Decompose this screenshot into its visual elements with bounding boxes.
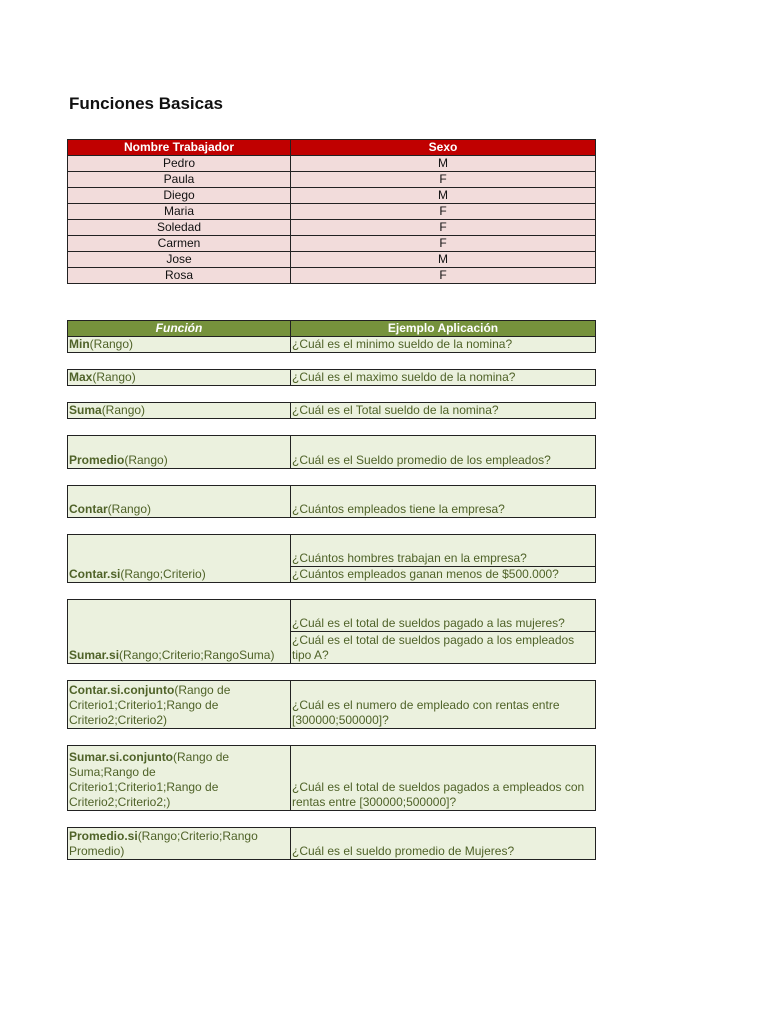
table-row	[68, 220, 596, 236]
function-args: (Rango)	[124, 453, 168, 467]
function-cell[interactable]	[68, 403, 291, 419]
example-cell[interactable]: ¿Cuál es el maximo sueldo de la nomina?	[291, 370, 596, 386]
worker-sex[interactable]: F	[291, 268, 596, 284]
spacer	[68, 419, 596, 436]
functions-header-row	[68, 321, 596, 337]
table-row	[68, 252, 596, 268]
worker-name[interactable]: Jose	[68, 252, 291, 268]
header-name[interactable]: Nombre Trabajador	[68, 140, 291, 156]
worker-name[interactable]: Carmen	[68, 236, 291, 252]
function-args: (Rango;Criterio)	[120, 567, 206, 581]
example-cell[interactable]: ¿Cuál es el sueldo promedio de Mujeres?	[291, 828, 596, 860]
function-cell[interactable]	[68, 681, 291, 729]
functions-table	[67, 320, 596, 860]
function-row-contar-si	[68, 535, 596, 567]
function-name: Sumar.si.conjunto	[69, 750, 174, 764]
function-row-contar	[68, 486, 596, 518]
function-cell[interactable]	[68, 370, 291, 386]
workers-table	[67, 139, 596, 284]
function-args: (Rango;Criterio;Rango Promedio)	[69, 829, 258, 858]
table-row	[68, 236, 596, 252]
header-function[interactable]: Función	[68, 321, 291, 337]
function-row-sumar-si-conjunto	[68, 746, 596, 811]
header-example[interactable]: Ejemplo Aplicación	[291, 321, 596, 337]
worker-sex[interactable]: M	[291, 188, 596, 204]
page-title: Funciones Basicas	[69, 94, 224, 113]
worker-sex[interactable]: F	[291, 172, 596, 188]
spacer	[68, 729, 596, 746]
worker-name[interactable]: Rosa	[68, 268, 291, 284]
table-row	[68, 204, 596, 220]
worker-sex[interactable]: F	[291, 220, 596, 236]
function-row-max	[68, 370, 596, 386]
worker-sex[interactable]: M	[291, 252, 596, 268]
example-cell[interactable]: ¿Cuántos hombres trabajan en la empresa?	[291, 535, 596, 567]
spacer	[68, 386, 596, 403]
example-cell[interactable]: ¿Cuántos empleados tiene la empresa?	[291, 486, 596, 518]
function-name: Min	[69, 337, 90, 351]
function-name: Contar	[69, 502, 108, 516]
function-args: (Rango de Suma;Rango de Criterio1;Criterio1;Rango de Criterio2;Criterio2;)	[69, 750, 230, 809]
function-name: Suma	[69, 403, 102, 417]
table-row	[68, 268, 596, 284]
example-cell[interactable]: ¿Cuál es el total de sueldos pagados a empleados con rentas entre [300000;500000]?	[291, 746, 596, 811]
worker-name[interactable]: Soledad	[68, 220, 291, 236]
function-args: (Rango)	[89, 337, 134, 351]
worker-name[interactable]: Pedro	[68, 156, 291, 172]
worker-sex[interactable]: F	[291, 236, 596, 252]
example-cell[interactable]: ¿Cuál es el Total sueldo de la nomina?	[291, 403, 596, 419]
worker-name[interactable]: Paula	[68, 172, 291, 188]
function-row-contar-si-conjunto	[68, 681, 596, 729]
function-name: Contar.si.conjunto	[69, 683, 175, 697]
header-sex[interactable]: Sexo	[291, 140, 596, 156]
spacer	[68, 811, 596, 828]
worker-sex[interactable]: M	[291, 156, 596, 172]
worker-name[interactable]: Maria	[68, 204, 291, 220]
spacer	[68, 518, 596, 535]
example-cell[interactable]: ¿Cuál es el minimo sueldo de la nomina?	[291, 337, 596, 353]
worker-sex[interactable]: F	[291, 204, 596, 220]
spacer	[68, 353, 596, 370]
function-name: Sumar.si	[69, 648, 120, 662]
function-cell[interactable]	[68, 486, 291, 518]
function-cell[interactable]	[68, 746, 291, 811]
workers-header-row	[68, 140, 596, 156]
function-row-promedio	[68, 436, 596, 469]
function-name: Promedio	[69, 453, 125, 467]
function-cell[interactable]	[68, 436, 291, 469]
table-row	[68, 172, 596, 188]
example-cell[interactable]: ¿Cuántos empleados ganan menos de $500.000?	[291, 567, 596, 583]
function-cell[interactable]	[68, 828, 291, 860]
function-args: (Rango;Criterio;RangoSuma)	[119, 648, 275, 662]
example-cell[interactable]: ¿Cuál es el numero de empleado con rentas entre [300000;500000]?	[291, 681, 596, 729]
function-cell[interactable]	[68, 535, 291, 583]
function-name: Promedio.si	[69, 829, 138, 843]
example-cell[interactable]: ¿Cuál es el Sueldo promedio de los empleados?	[291, 436, 596, 469]
example-cell[interactable]: ¿Cuál es el total de sueldos pagado a las mujeres?	[291, 600, 596, 632]
function-name: Contar.si	[69, 567, 121, 581]
function-args: (Rango)	[92, 370, 136, 384]
spacer	[68, 583, 596, 600]
function-name: Max	[69, 370, 93, 384]
table-row	[68, 156, 596, 172]
spacer	[68, 469, 596, 486]
function-cell[interactable]	[68, 600, 291, 664]
function-cell[interactable]	[68, 337, 291, 353]
function-row-sumar-si	[68, 600, 596, 632]
example-cell[interactable]: ¿Cuál es el total de sueldos pagado a los empleados tipo A?	[291, 632, 596, 664]
function-args: (Rango de Criterio1;Criterio1;Rango de Criterio2;Criterio2)	[69, 683, 231, 727]
table-row	[68, 188, 596, 204]
function-row-promedio-si	[68, 828, 596, 860]
function-args: (Rango)	[107, 502, 152, 516]
function-row-suma	[68, 403, 596, 419]
function-row-min	[68, 337, 596, 353]
worker-name[interactable]: Diego	[68, 188, 291, 204]
spacer	[68, 664, 596, 681]
function-args: (Rango)	[101, 403, 146, 417]
